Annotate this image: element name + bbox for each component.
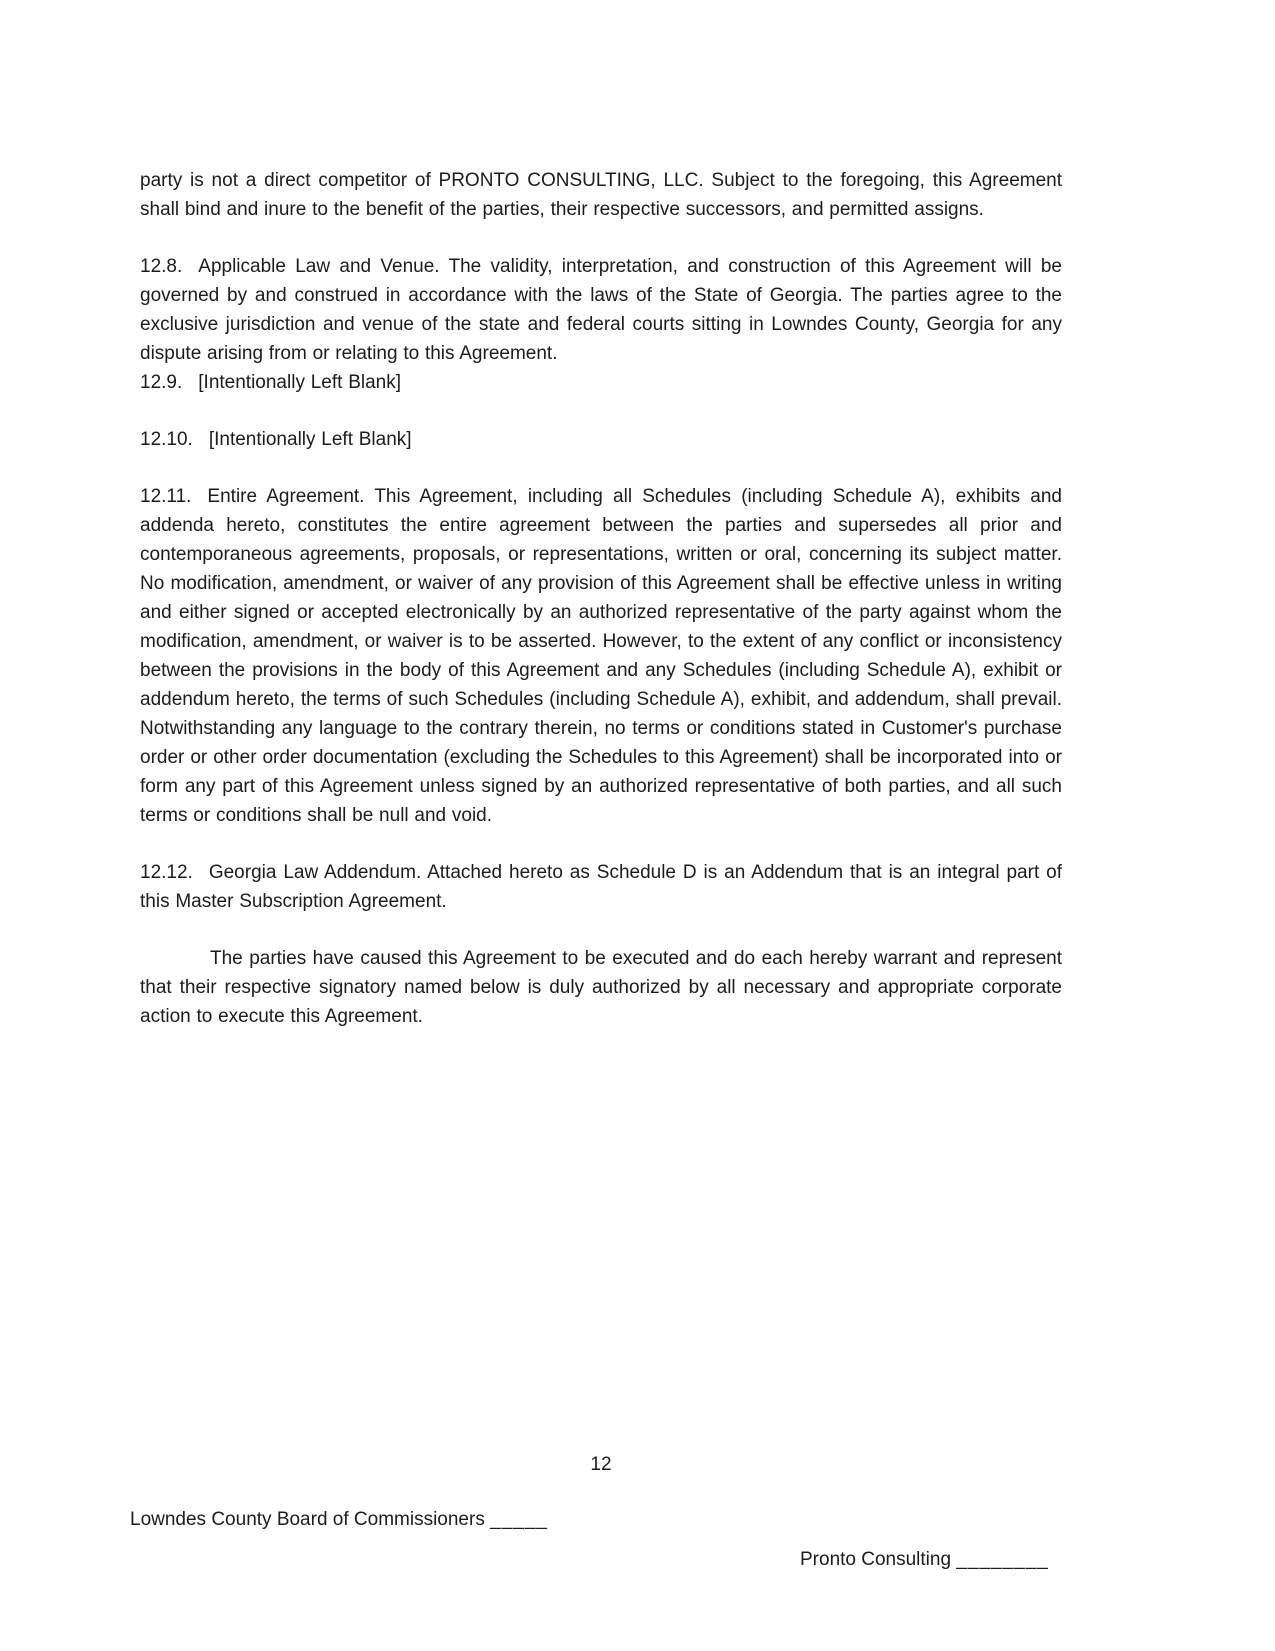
signature-label: Lowndes County Board of Commissioners	[130, 1509, 485, 1530]
signature-label: Pronto Consulting	[800, 1549, 952, 1570]
section-12-12	[140, 858, 1062, 916]
signature-blank: _____	[490, 1509, 548, 1530]
section-number: 12.12.	[140, 862, 193, 883]
paragraph-text: The parties have caused this Agreement to be executed and do each hereby warrant and represent that their respective signatory named below is duly authorized by all necessary and appropriate corporate action to execute this Agreement.	[140, 948, 1062, 1027]
page-number: 12	[590, 1454, 612, 1475]
signature-line-commissioners	[130, 1505, 548, 1534]
section-number: 12.10.	[140, 429, 193, 450]
paragraph-continuation	[140, 166, 1062, 224]
section-text: Entire Agreement. This Agreement, including all Schedules (including Schedule A), exhibits and addenda hereto, constitutes the entire agreement between the parties and supersedes all prior and contemporaneous agreements, proposals, or representations, written or oral, concerning its subject matter. No modification, amendment, or waiver of any provision of this Agreement shall be effective unless in writing and either signed or accepted electronically by an authorized representative of the party against whom the modification, amendment, or waiver is to be asserted. However, to the extent of any conflict or inconsistency between the provisions in the body of this Agreement and any Schedules (including Schedule A), exhibit or addendum hereto, the terms of such Schedules (including Schedule A), exhibit, and addendum, shall prevail. Notwithstanding any language to the contrary therein, no terms or conditions stated in Customer's purchase order or other order documentation (excluding the Schedules to this Agreement) shall be incorporated into or form any part of this Agreement unless signed by an authorized representative of both parties, and all such terms or conditions shall be null and void.	[140, 486, 1062, 826]
signature-line-pronto	[800, 1545, 1049, 1574]
section-number: 12.9.	[140, 372, 183, 393]
section-text: Georgia Law Addendum. Attached hereto as Schedule D is an Addendum that is an integral part of this Master Subscription Agreement.	[140, 862, 1062, 912]
section-12-9	[140, 368, 1062, 397]
document-body	[140, 166, 1062, 1059]
closing-paragraph	[140, 944, 1062, 1031]
section-12-10	[140, 425, 1062, 454]
signature-blank: ________	[956, 1549, 1049, 1570]
section-number: 12.11.	[140, 486, 192, 507]
section-text: Applicable Law and Venue. The validity, interpretation, and construction of this Agreement will be governed by and construed in accordance with the laws of the State of Georgia. The parties agree to the exclusive jurisdiction and venue of the state and federal courts sitting in Lowndes County, Georgia for any dispute arising from or relating to this Agreement.	[140, 256, 1062, 364]
section-text: [Intentionally Left Blank]	[208, 429, 412, 450]
section-12-11	[140, 482, 1062, 830]
paragraph-text: party is not a direct competitor of PRONTO CONSULTING, LLC. Subject to the foregoing, this Agreement shall bind and inure to the benefit of the parties, their respective successors, and permitted assigns.	[140, 170, 1062, 220]
section-12-8	[140, 252, 1062, 368]
section-number: 12.8.	[140, 256, 183, 277]
section-text: [Intentionally Left Blank]	[198, 372, 402, 393]
